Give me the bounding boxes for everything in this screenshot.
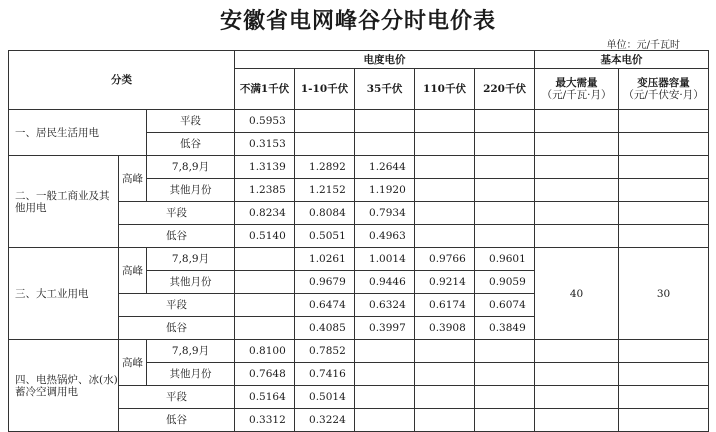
price-cell: 0.3312	[235, 409, 295, 432]
period-label: 平段	[119, 386, 235, 409]
transformer-title: 变压器容量	[637, 77, 690, 89]
price-cell	[415, 202, 475, 225]
transformer-value: 30	[619, 248, 709, 340]
price-cell: 0.5014	[295, 386, 355, 409]
level-header: 220千伏	[475, 69, 535, 110]
group-name: 四、电热锅炉、冰(水)蓄冷空调用电	[9, 340, 119, 432]
period-label: 其他月份	[147, 271, 235, 294]
period-label: 低谷	[119, 317, 235, 340]
group-name: 三、大工业用电	[9, 248, 119, 340]
price-cell	[235, 271, 295, 294]
price-cell: 0.6324	[355, 294, 415, 317]
price-cell: 0.8100	[235, 340, 295, 363]
price-cell: 0.7934	[355, 202, 415, 225]
price-cell: 0.6074	[475, 294, 535, 317]
price-cell	[415, 386, 475, 409]
price-cell: 1.2892	[295, 156, 355, 179]
empty-cell	[535, 340, 619, 363]
price-cell	[295, 133, 355, 156]
empty-cell	[619, 386, 709, 409]
price-cell: 0.6474	[295, 294, 355, 317]
max-demand-unit: （元/千瓦·月）	[541, 89, 612, 101]
price-cell: 1.1920	[355, 179, 415, 202]
unit-label: 单位：元/千瓦时	[606, 40, 680, 51]
period-label: 其他月份	[147, 179, 235, 202]
empty-cell	[535, 179, 619, 202]
price-cell: 0.3908	[415, 317, 475, 340]
level-header: 1-10千伏	[295, 69, 355, 110]
energy-price-header: 电度电价	[235, 51, 535, 69]
empty-cell	[619, 110, 709, 133]
price-cell: 0.3849	[475, 317, 535, 340]
empty-cell	[619, 363, 709, 386]
level-header: 35千伏	[355, 69, 415, 110]
price-cell	[235, 317, 295, 340]
price-cell	[475, 363, 535, 386]
price-cell: 0.7852	[295, 340, 355, 363]
price-cell	[235, 248, 295, 271]
empty-cell	[535, 110, 619, 133]
empty-cell	[619, 409, 709, 432]
price-cell	[415, 110, 475, 133]
empty-cell	[535, 156, 619, 179]
price-cell	[355, 110, 415, 133]
price-cell: 0.9601	[475, 248, 535, 271]
price-cell: 0.5164	[235, 386, 295, 409]
empty-cell	[619, 179, 709, 202]
price-cell: 0.9059	[475, 271, 535, 294]
price-cell: 0.9766	[415, 248, 475, 271]
price-cell: 1.0014	[355, 248, 415, 271]
period-label: 7,8,9月	[147, 156, 235, 179]
price-cell: 0.4085	[295, 317, 355, 340]
price-cell: 0.3153	[235, 133, 295, 156]
price-cell	[475, 386, 535, 409]
price-cell	[475, 110, 535, 133]
price-cell: 0.8084	[295, 202, 355, 225]
tariff-table	[8, 50, 709, 432]
price-cell: 0.9446	[355, 271, 415, 294]
price-cell: 1.2385	[235, 179, 295, 202]
period-label: 7,8,9月	[147, 248, 235, 271]
basic-price-header: 基本电价	[535, 51, 709, 69]
empty-cell	[535, 409, 619, 432]
transformer-header	[619, 69, 709, 110]
period-label: 平段	[119, 294, 235, 317]
price-cell	[355, 363, 415, 386]
period-label: 其他月份	[147, 363, 235, 386]
price-cell: 0.3224	[295, 409, 355, 432]
price-cell: 0.3997	[355, 317, 415, 340]
period-label: 低谷	[147, 133, 235, 156]
empty-cell	[619, 225, 709, 248]
price-cell	[415, 363, 475, 386]
price-cell: 1.2644	[355, 156, 415, 179]
price-cell	[475, 133, 535, 156]
price-cell	[415, 409, 475, 432]
empty-cell	[535, 202, 619, 225]
price-cell	[355, 340, 415, 363]
price-cell	[235, 294, 295, 317]
price-cell: 0.9679	[295, 271, 355, 294]
price-cell: 0.5140	[235, 225, 295, 248]
max-demand-header	[535, 69, 619, 110]
price-cell: 0.5051	[295, 225, 355, 248]
empty-cell	[535, 386, 619, 409]
level-header: 不满1千伏	[235, 69, 295, 110]
price-cell	[415, 340, 475, 363]
level-header: 110千伏	[415, 69, 475, 110]
price-cell: 1.2152	[295, 179, 355, 202]
price-cell: 0.7416	[295, 363, 355, 386]
category-header: 分类	[9, 51, 235, 110]
price-cell	[295, 110, 355, 133]
price-cell: 0.4963	[355, 225, 415, 248]
empty-cell	[619, 202, 709, 225]
period-label: 低谷	[119, 225, 235, 248]
peak-label: 高峰	[119, 340, 147, 386]
price-cell	[475, 156, 535, 179]
price-cell	[355, 409, 415, 432]
price-cell: 1.3139	[235, 156, 295, 179]
price-cell: 0.9214	[415, 271, 475, 294]
page-title: 安徽省电网峰谷分时电价表	[219, 8, 496, 34]
group-name: 一、居民生活用电	[9, 110, 147, 156]
max-demand-value: 40	[535, 248, 619, 340]
price-cell	[415, 133, 475, 156]
price-cell: 0.7648	[235, 363, 295, 386]
period-label: 低谷	[119, 409, 235, 432]
price-cell	[475, 340, 535, 363]
empty-cell	[535, 225, 619, 248]
empty-cell	[535, 133, 619, 156]
empty-cell	[619, 156, 709, 179]
price-cell	[355, 133, 415, 156]
period-label: 平段	[119, 202, 235, 225]
group-name: 二、一般工商业及其他用电	[9, 156, 119, 248]
empty-cell	[619, 133, 709, 156]
price-cell	[415, 179, 475, 202]
max-demand-title: 最大需量	[555, 77, 598, 89]
period-label: 7,8,9月	[147, 340, 235, 363]
peak-label: 高峰	[119, 248, 147, 294]
peak-label: 高峰	[119, 156, 147, 202]
price-cell	[475, 179, 535, 202]
price-cell	[355, 386, 415, 409]
price-cell	[415, 156, 475, 179]
price-cell	[415, 225, 475, 248]
price-cell: 0.8234	[235, 202, 295, 225]
period-label: 平段	[147, 110, 235, 133]
empty-cell	[619, 340, 709, 363]
price-cell: 0.6174	[415, 294, 475, 317]
price-cell	[475, 409, 535, 432]
price-cell	[475, 225, 535, 248]
transformer-unit: （元/千伏安·月）	[623, 89, 704, 101]
empty-cell	[535, 363, 619, 386]
price-cell	[475, 202, 535, 225]
price-cell: 1.0261	[295, 248, 355, 271]
price-cell: 0.5953	[235, 110, 295, 133]
